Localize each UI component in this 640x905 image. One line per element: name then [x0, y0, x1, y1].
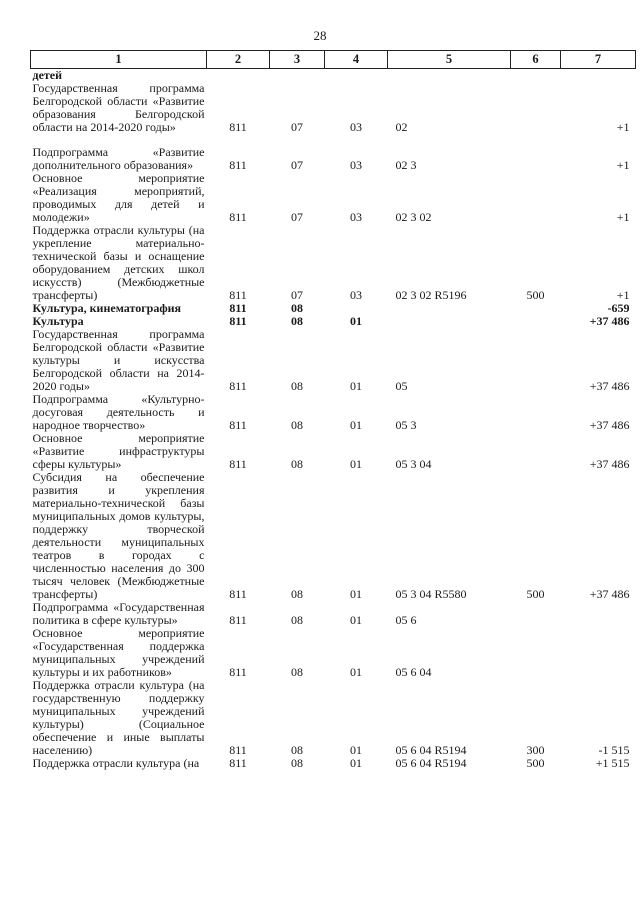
cell-admin-code: 811 — [229, 665, 247, 679]
cell-target-article: 05 6 04 — [395, 665, 432, 679]
table-row — [31, 432, 636, 471]
cell-admin-code: 811 — [229, 288, 247, 302]
cell-amount — [561, 69, 636, 83]
cell-amount — [561, 627, 636, 679]
cell-target-article — [388, 302, 511, 315]
cell-subsection: 03 — [350, 210, 362, 224]
cell-amount: +37 486 — [589, 314, 630, 328]
cell-expense-type: 300 — [526, 743, 545, 757]
cell-description: Основное мероприятие «Реализация мероприятий, проводимых для детей и молодежи» — [32, 171, 205, 224]
table-row — [31, 393, 636, 432]
cell-section: 08 — [291, 613, 303, 627]
cell-admin-code: 811 — [229, 120, 247, 134]
cell-admin-code: 811 — [229, 743, 247, 757]
cell-amount: +1 — [616, 120, 630, 134]
table-row — [31, 757, 636, 770]
cell-section: 07 — [291, 158, 303, 172]
cell-description: Поддержка отрасли культуры (на укрепление материально-технической базы и оснащение оборудованием детских школ искусств) (Межбюджетные трансферты) — [32, 223, 205, 302]
cell-expense-type — [511, 315, 561, 328]
cell-section: 07 — [291, 210, 303, 224]
cell-expense-type — [511, 172, 561, 224]
cell-subsection: 03 — [350, 288, 362, 302]
table-row — [31, 679, 636, 757]
cell-description: Культура — [32, 314, 84, 328]
cell-admin-code: 811 — [229, 379, 247, 393]
cell-expense-type — [511, 302, 561, 315]
cell-target-article: 05 6 — [395, 613, 417, 627]
cell-expense-type — [511, 601, 561, 627]
cell-target-article: 05 6 04 R5194 — [395, 756, 467, 770]
cell-amount — [561, 601, 636, 627]
table-row — [31, 224, 636, 302]
cell-amount: +1 — [616, 210, 630, 224]
cell-subsection: 01 — [350, 457, 362, 471]
cell-description: Поддержка отрасли культура (на — [32, 756, 200, 770]
budget-table — [30, 50, 636, 770]
cell-subsection: 03 — [350, 158, 362, 172]
cell-section: 08 — [291, 743, 303, 757]
cell-subsection: 01 — [350, 587, 362, 601]
cell-target-article: 05 — [395, 379, 408, 393]
cell-expense-type — [511, 432, 561, 471]
cell-amount: +37 486 — [589, 587, 630, 601]
cell-expense-type: 500 — [526, 756, 545, 770]
cell-subsection: 01 — [350, 613, 362, 627]
cell-subsection: 01 — [350, 314, 362, 328]
cell-description: Субсидия на обеспечение развития и укрепления материально-технической базы муниципальных домов культуры, поддержку творческой деятельности муниципальных театров в городах с численностью населения до 300 тысяч человек (Межбюджетные трансферты) — [32, 470, 205, 601]
table-row — [31, 134, 636, 172]
col-header-2: 2 — [207, 51, 270, 69]
cell-description: Поддержка отрасли культура (на государственную поддержку муниципальных учреждений культуры) (Социальное обеспечение и иные выплаты населению) — [32, 678, 205, 757]
cell-description: Государственная программа Белгородской области «Развитие культуры и искусства Белгородской области на 2014-2020 годы» — [32, 327, 205, 393]
table-row — [31, 627, 636, 679]
cell-subsection: 01 — [350, 418, 362, 432]
table-row — [31, 328, 636, 393]
table-body — [31, 69, 636, 771]
cell-description: Государственная программа Белгородской области «Развитие образования Белгородской области на 2014-2020 годы» — [32, 81, 205, 134]
cell-section: 07 — [291, 120, 303, 134]
cell-description: Основное мероприятие «Государственная поддержка муниципальных учреждений культуры и их работников» — [32, 626, 205, 679]
cell-section: 08 — [291, 379, 303, 393]
cell-target-article: 05 3 04 — [395, 457, 432, 471]
cell-subsection: 01 — [350, 756, 362, 770]
header-row — [31, 51, 636, 69]
col-header-3: 3 — [270, 51, 325, 69]
cell-target-article: 05 6 04 R5194 — [395, 743, 467, 757]
cell-expense-type — [511, 328, 561, 393]
cell-amount: -1 515 — [598, 743, 630, 757]
cell-section — [270, 69, 325, 83]
cell-target-article — [388, 315, 511, 328]
cell-expense-type — [511, 393, 561, 432]
cell-amount: +37 486 — [589, 457, 630, 471]
cell-section: 08 — [291, 665, 303, 679]
table-row — [31, 172, 636, 224]
cell-amount: +1 — [616, 158, 630, 172]
cell-admin-code — [207, 69, 270, 83]
cell-expense-type — [511, 82, 561, 134]
cell-target-article: 02 3 02 R5196 — [395, 288, 467, 302]
cell-subsection: 01 — [350, 379, 362, 393]
cell-section: 08 — [291, 314, 303, 328]
cell-description: Основное мероприятие «Развитие инфраструктуры сферы культуры» — [32, 431, 205, 471]
cell-description: детей — [32, 68, 63, 82]
col-header-4: 4 — [325, 51, 388, 69]
cell-subsection: 03 — [350, 120, 362, 134]
cell-admin-code: 811 — [229, 756, 247, 770]
table-row — [31, 82, 636, 134]
cell-target-article: 05 3 04 R5580 — [395, 587, 467, 601]
col-header-7: 7 — [561, 51, 636, 69]
cell-section: 08 — [291, 457, 303, 471]
col-header-1: 1 — [31, 51, 207, 69]
cell-subsection: 01 — [350, 743, 362, 757]
cell-section: 08 — [291, 587, 303, 601]
cell-target-article: 02 3 02 — [395, 210, 432, 224]
table-row — [31, 69, 636, 83]
cell-amount: +37 486 — [589, 379, 630, 393]
cell-expense-type: 500 — [526, 288, 545, 302]
cell-expense-type — [511, 627, 561, 679]
cell-description: Подпрограмма «Государственная политика в сфере культуры» — [32, 600, 205, 627]
cell-section: 08 — [291, 756, 303, 770]
table-row — [31, 601, 636, 627]
cell-admin-code: 811 — [229, 613, 247, 627]
cell-admin-code: 811 — [229, 418, 247, 432]
col-header-6: 6 — [511, 51, 561, 69]
cell-section: 07 — [291, 288, 303, 302]
cell-subsection — [325, 69, 388, 83]
table-row — [31, 302, 636, 315]
cell-description: Подпрограмма «Культурно-досуговая деятельность и народное творчество» — [32, 392, 205, 432]
cell-amount: +1 — [616, 288, 630, 302]
cell-description: Культура, кинематография — [32, 301, 182, 315]
cell-description: Подпрограмма «Развитие дополнительного образования» — [32, 145, 205, 172]
page-number: 28 — [313, 28, 327, 43]
cell-admin-code: 811 — [229, 301, 247, 315]
cell-section: 08 — [291, 301, 303, 315]
cell-subsection: 01 — [350, 665, 362, 679]
cell-expense-type: 500 — [526, 587, 545, 601]
cell-expense-type — [511, 134, 561, 172]
cell-target-article — [388, 69, 511, 83]
table-row — [31, 471, 636, 601]
cell-amount: +37 486 — [589, 418, 630, 432]
cell-section: 08 — [291, 418, 303, 432]
cell-amount: -659 — [607, 301, 630, 315]
cell-amount: +1 515 — [595, 756, 630, 770]
cell-admin-code: 811 — [229, 587, 247, 601]
cell-target-article: 02 3 — [395, 158, 417, 172]
cell-expense-type — [511, 69, 561, 83]
cell-admin-code: 811 — [229, 314, 247, 328]
col-header-5: 5 — [388, 51, 511, 69]
cell-target-article: 02 — [395, 120, 408, 134]
cell-admin-code: 811 — [229, 158, 247, 172]
cell-admin-code: 811 — [229, 457, 247, 471]
cell-target-article: 05 3 — [395, 418, 417, 432]
cell-admin-code: 811 — [229, 210, 247, 224]
